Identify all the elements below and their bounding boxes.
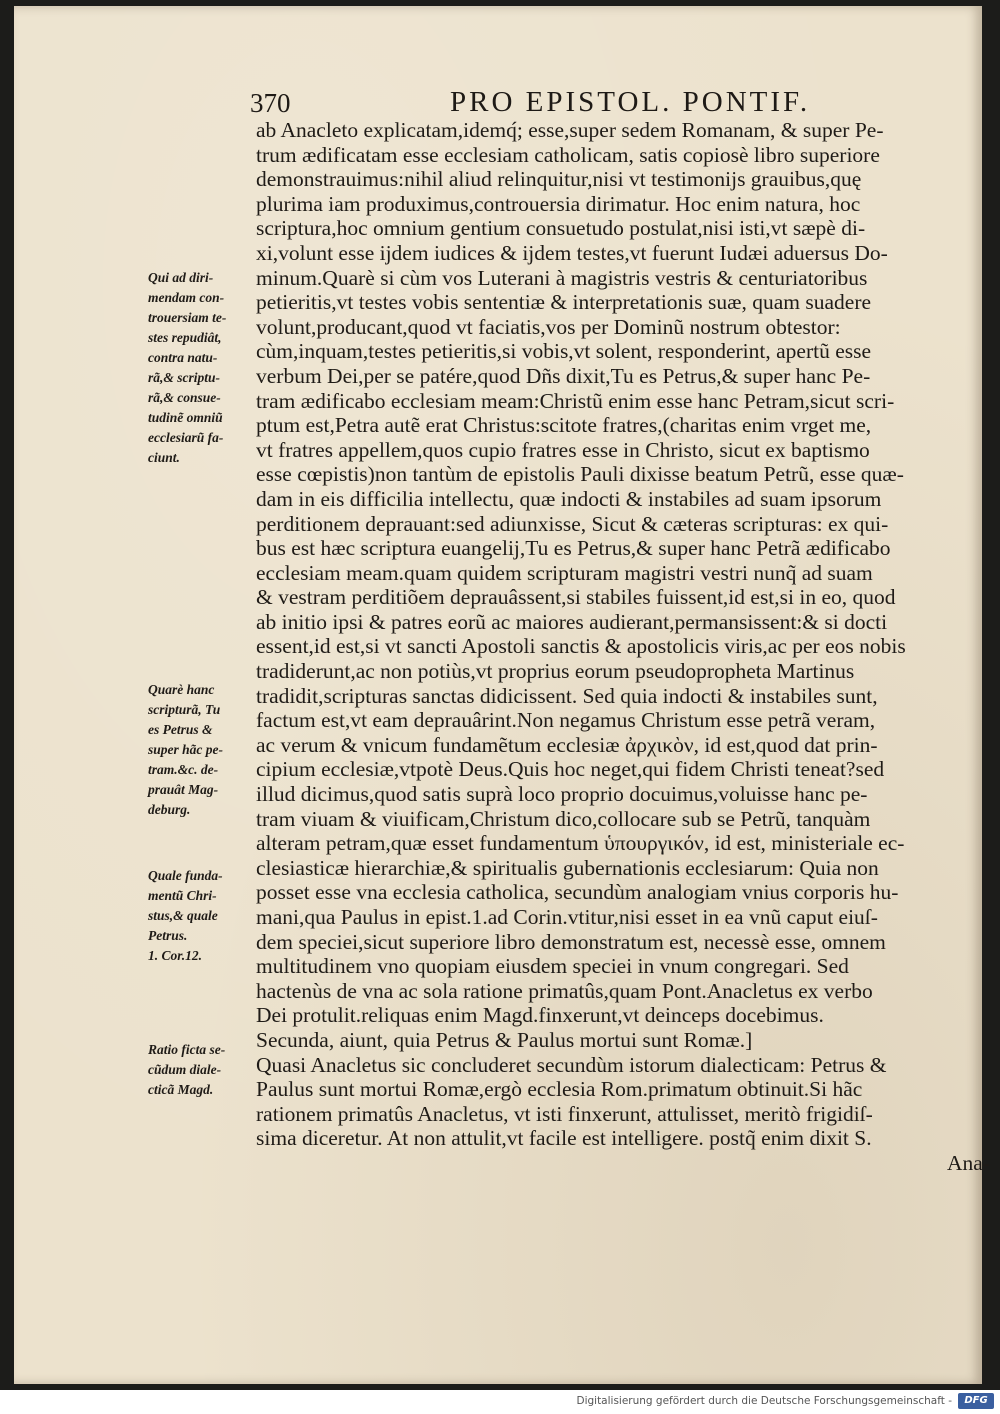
text-line: factum est,vt eam deprauârint.Non negamus Christum esse petrã veram, [256,708,876,733]
text-line: dam in eis difficilia intellectu, quæ indocti & instabiles ad suam ipsorum [256,486,882,511]
text-line: tradiderunt,ac non potiùs,vt proprius eorum pseudopropheta Martinus [256,659,855,684]
text-line: mani,qua Paulus in epist.1.ad Corin.vtitur,nisi esset in ea vnũ caput eiuſ- [256,905,878,929]
catchword: Ana- [947,1150,990,1175]
marginal-note-line: mendam con- [148,290,225,305]
text-line: sima diceretur. At non attulit,vt facile est intelligere. postq̃ enim dixit S. [256,1126,872,1151]
marginal-note-1 [148,268,262,468]
text-line: tram viuam & viuificam,Christum dico,collocare sub se Petrũ, tanquàm [256,806,871,831]
text-line: verbum Dei,per se patére,quod Dñs dixit,Tu es Petrus,& super hanc Pe- [256,363,871,388]
text-line: xi,volunt esse ijdem iudices & ijdem testes,vt fuerunt Iudæi aduersus Do- [256,240,888,265]
marginal-note-line: scripturã, Tu [148,702,221,717]
text-line: dem speciei,sicut superiore libro demonstratum est, necessè esse, omnem [256,929,886,954]
text-line: bus est hæc scriptura euangelij,Tu es Petrus,& super hanc Petrã ædificabo [256,536,891,561]
text-line: plurima iam produximus,controuersia dirimatur. Hoc enim natura, hoc [256,191,861,216]
marginal-note-line: 1. Cor.12. [148,948,203,963]
text-line: ptum est,Petra autẽ erat Christus:scitote fratres,(charitas enim vrget me, [256,413,872,438]
text-line: perditionem deprauant:sed adiunxisse, Sicut & cæteras scripturas: ex qui- [256,511,889,536]
text-line: trum ædificatam esse ecclesiam catholicam, satis copiosè libro superiore [256,142,880,167]
marginal-note-line: ciunt. [148,450,180,465]
marginal-note-line: trouersiam te- [148,310,227,325]
marginal-note-line: deburg. [148,802,191,817]
marginal-note-line: es Petrus & [148,722,213,737]
text-line: tradidit,scripturas sanctas didicissent. Sed quia indocti & instabiles sunt, [256,683,878,708]
text-line: minum.Quarè si cùm vos Luterani à magistris vestris & centuriatoribus [256,265,868,290]
marginal-note-2 [148,680,262,820]
marginal-note-line: Quarè hanc [148,682,215,697]
page-number: 370 [250,88,291,118]
running-head: PRO EPISTOL. PONTIF. [450,86,811,118]
text-line: vt fratres appellem,quos cupio fratres esse in Christo, sicut ex baptismo [256,437,870,462]
text-line: hactenùs de vna ac sola ratione primatûs,quam Pont.Anacletus ex verbo [256,978,873,1003]
text-line: illud dicimus,quod satis suprà loco proprio docuimus,voluisse hanc pe- [256,782,868,807]
text-line: volunt,producant,quod vt faciatis,vos per Dominũ nostrum obtestor: [256,314,841,339]
text-line: esse cœpistis)non tantùm de epistolis Pauli dixisse beatum Petrũ, esse quæ- [256,462,904,487]
footer-bar [0,1390,1000,1414]
marginal-note-line: mentũ Chri- [148,888,217,903]
marginal-note-line: cũdum diale- [148,1062,222,1077]
text-line: rationem primatûs Anacletus, vt isti finxerunt, attulisset, meritò frigidiſ- [256,1101,873,1126]
marginal-note-line: cticã Magd. [148,1082,214,1097]
text-line: posset esse vna ecclesia catholica, secundùm analogiam vnius corporis hu- [256,880,899,905]
marginal-note-4 [148,1040,262,1100]
text-line: ab Anacleto explicatam,idemq́; esse,super sedem Romanam, & super Pe- [256,118,884,142]
marginal-note-line: super hãc pe- [148,742,223,757]
text-line: demonstrauimus:nihil aliud relinquitur,nisi vt testimonijs grauibus,quę [256,167,862,192]
funding-notice: Digitalisierung gefördert durch die Deutsche Forschungsgemeinschaft - [576,1395,952,1407]
text-line: essent,id est,si vt sancti Apostoli sanctis & apostolicis viris,ac per eos nobis [256,634,906,659]
marginal-note-line: Petrus. [148,928,188,943]
text-line: ecclesiam meam.quam quidem scripturam magistri vestri nunq̃ ad suam [256,560,873,585]
marginal-note-line: ecclesiarũ fa- [148,430,224,445]
text-line: Quasi Anacletus sic concluderet secundùm istorum dialecticam: Petrus & [256,1052,887,1077]
text-line: alteram petram,quæ esset fundamentum ὑπουργικόν, id est, ministeriale ec- [256,831,905,856]
text-line: Paulus sunt mortui Romæ,ergò ecclesia Rom.primatum obtinuit.Si hãc [256,1077,863,1102]
text-line: multitudinem vno quopiam eiusdem speciei in vnum congregari. Sed [256,954,849,979]
text-line: ac verum & vnicum fundamẽtum ecclesiæ ἀρχικὸν, id est,quod dat prin- [256,732,878,757]
marginal-note-line: prauât Mag- [148,782,219,797]
text-line: clesiasticæ hierarchiæ,& spiritualis gubernationis ecclesiarum: Quia non [256,855,879,880]
marginal-note-line: Quale funda- [148,868,223,883]
text-line: cùm,inquam,testes petieritis,si vobis,vt solent, responderint, apertũ esse [256,339,872,364]
text-line: tram ædificabo ecclesiam meam:Christũ enim esse hanc Petram,sicut scri- [256,388,895,413]
marginal-note-line: tudinẽ omniũ [148,410,223,425]
marginal-note-3 [148,866,262,966]
text-line: Secunda, aiunt, quia Petrus & Paulus mortui sunt Romæ.] [256,1027,753,1052]
marginal-note-line: tram.&c. de- [148,762,219,777]
main-text-block [256,118,990,1176]
marginal-note-line: stus,& quale [148,908,218,923]
dfg-logo: DFG [958,1393,994,1409]
marginal-note-line: rã,& scriptu- [148,370,221,385]
text-line: petieritis,vt testes vobis sententiæ & interpretationis suæ, quam suadere [256,290,872,315]
marginal-note-line: Qui ad diri- [148,270,214,285]
marginal-note-line: Ratio ficta se- [148,1042,226,1057]
text-line: cipium ecclesiæ,vtpotè Deus.Quis hoc neget,qui fidem Christi teneat?sed [256,757,885,782]
marginal-note-line: stes repudiât, [148,330,222,345]
text-line: Dei protulit.reliquas enim Magd.finxerunt,vt deinceps docebimus. [256,1003,824,1028]
text-line: ab initio ipsi & patres eorũ ac maiores audierant,permansissent:& si docti [256,609,888,634]
text-line: scriptura,hoc omnium gentium consuetudo postulat,nisi isti,vt sæpè di- [256,216,866,241]
marginal-note-line: rã,& consue- [148,390,221,405]
marginal-note-line: contra natu- [148,350,218,365]
text-line: & vestram perditiõem deprauâssent,si stabiles fuissent,id est,si in eo, quod [256,585,896,610]
